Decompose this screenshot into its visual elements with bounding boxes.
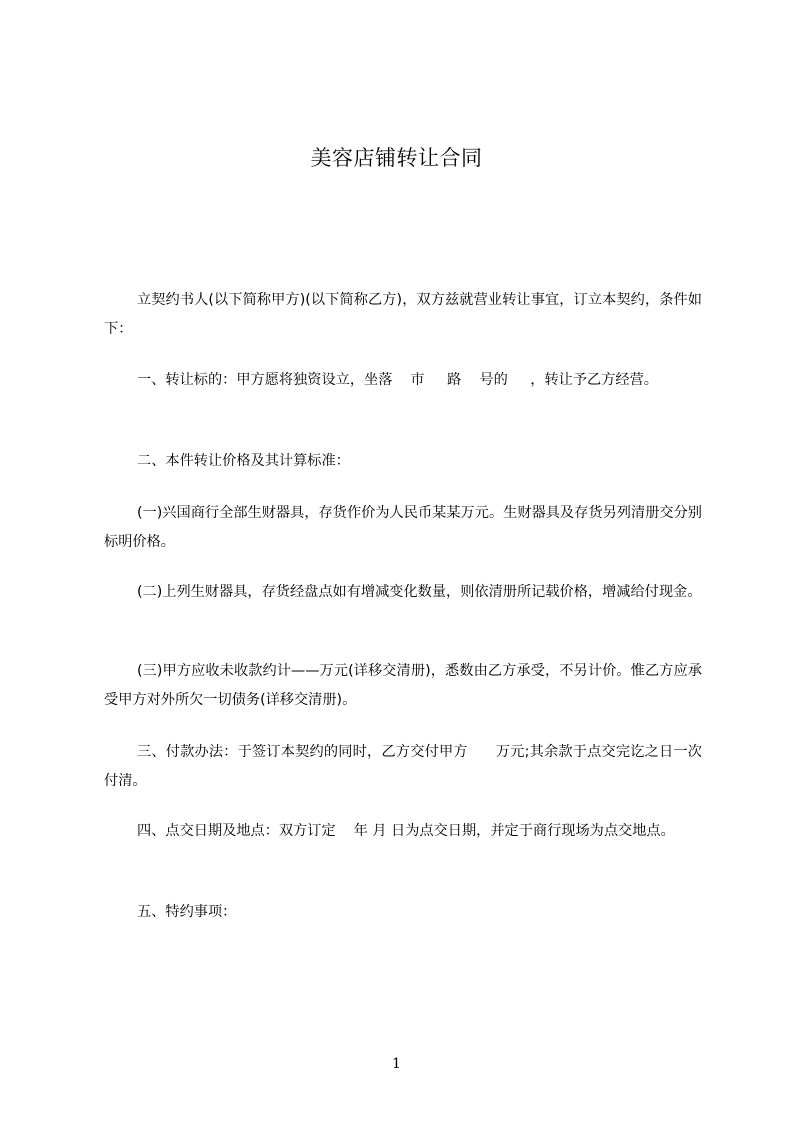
paragraph-special-terms: 五、特约事项： bbox=[137, 904, 237, 920]
paragraph-price-item-3: (三)甲方应收未收款约计——万元(详移交清册)，悉数由乙方承受，不另计价。惟乙方应承受甲方对外所欠一切债务(详移交清册)。 bbox=[104, 663, 702, 708]
paragraph-price-item-1: (一)兴国商行全部生财器具，存货作价为人民币某某万元。生财器具及存货另列清册交分别标明价格。 bbox=[104, 505, 702, 550]
paragraph-payment: 三、付款办法：于签订本契约的同时，乙方交付甲方 万元;其余款于点交完讫之日一次付清。 bbox=[104, 744, 702, 789]
paragraph-preamble: 立契约书人(以下简称甲方)(以下简称乙方)，双方兹就营业转让事宜，订立本契约，条件如下： bbox=[104, 292, 702, 337]
paragraph-price-item-2: (二)上列生财器具，存货经盘点如有增减变化数量，则依清册所记载价格，增减给付现金。 bbox=[137, 584, 702, 600]
paragraph-handover: 四、点交日期及地点：双方订定 年 月 日为点交日期，并定于商行现场为点交地点。 bbox=[137, 823, 675, 839]
document-title: 美容店铺转让合同 bbox=[310, 146, 483, 170]
paragraph-transfer-subject: 一、转让标的：甲方愿将独资设立，坐落 市 路 号的 ，转让予乙方经营。 bbox=[137, 372, 658, 388]
paragraph-price-heading: 二、本件转让价格及其计算标准： bbox=[137, 453, 350, 469]
page-number: 1 bbox=[392, 1056, 401, 1072]
